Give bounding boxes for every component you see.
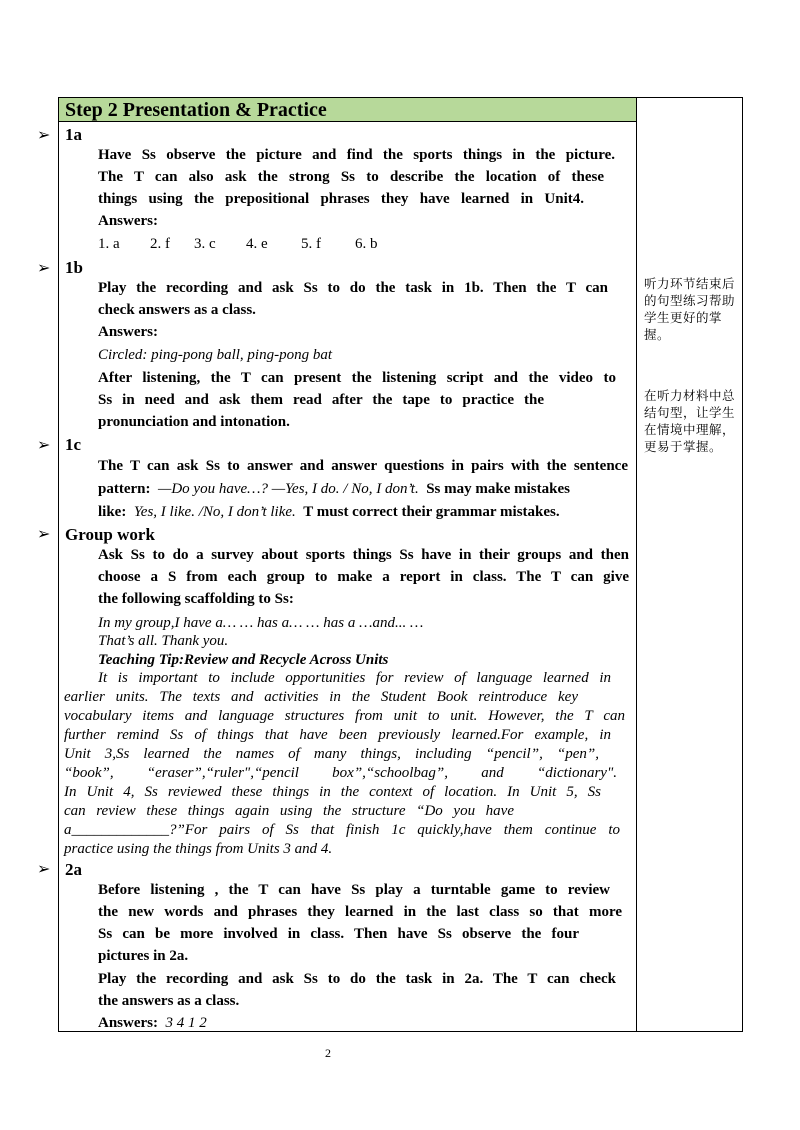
section-1b-after-line: After listening, the T can present the listening script and the video to — [98, 370, 616, 386]
teaching-tip-line: Unit 3,Ss learned the names of many things, including “pencil”, “pen”, — [64, 746, 599, 762]
section-2a-line: Play the recording and ask Ss to do the task in 2a. The T can check — [98, 971, 616, 987]
scaffold-line: That’s all. Thank you. — [98, 633, 229, 649]
answers-value: 3 4 1 2 — [165, 1015, 207, 1031]
bullet-icon: ➢ — [37, 260, 51, 277]
pattern-text: —Do you have…? —Yes, I do. / No, I don’t. — [158, 481, 419, 497]
like-tail: T must correct their grammar mistakes. — [303, 504, 560, 520]
answer-item: 6. b — [355, 236, 378, 252]
section-1b-answers-label: Answers: — [98, 324, 158, 340]
section-1c-like — [98, 504, 560, 521]
group-work-line: choose a S from each group to make a report in class. The T can give — [98, 569, 629, 585]
page-number: 2 — [325, 1046, 331, 1060]
section-2a-line: Before listening , the T can have Ss play a turntable game to review — [98, 882, 610, 898]
side-note: 在听力材料中总结句型，让学生在情境中理解，更易于掌握。 — [644, 388, 736, 454]
section-1b-title: 1b — [65, 258, 83, 277]
teaching-tip-line: can review these things again using the structure “Do you have — [64, 803, 514, 819]
bullet-icon: ➢ — [37, 861, 51, 878]
teaching-tip-line: practice using the things from Units 3 and 4. — [64, 841, 333, 857]
teaching-tip-line: vocabulary items and language structures from unit to unit. However, the T can — [64, 708, 625, 724]
bullet-icon: ➢ — [37, 127, 51, 144]
section-2a-answers — [98, 1015, 207, 1032]
section-2a-line: the answers as a class. — [98, 993, 240, 1009]
section-1c-line: The T can ask Ss to answer and answer questions in pairs with the sentence — [98, 458, 628, 474]
answer-item: 4. e — [246, 236, 268, 252]
answer-item: 5. f — [301, 236, 321, 252]
column-divider — [636, 98, 637, 1031]
pattern-tail: Ss may make mistakes — [426, 481, 570, 497]
step-header: Step 2 Presentation & Practice — [59, 98, 636, 122]
group-work-title: Group work — [65, 525, 155, 544]
section-2a-line: the new words and phrases they learned in the last class so that more — [98, 904, 622, 920]
pattern-label: pattern: — [98, 481, 151, 497]
section-1a-line: Have Ss observe the picture and find the sports things in the picture. — [98, 147, 615, 163]
answers-label: Answers: — [98, 1015, 158, 1031]
section-1b-answer: Circled: ping-pong ball, ping-pong bat — [98, 347, 333, 363]
teaching-tip-line: a_____________?”For pairs of Ss that finish 1c quickly,have them continue to — [64, 822, 620, 838]
section-1b-line: Play the recording and ask Ss to do the task in 1b. Then the T can — [98, 280, 608, 296]
teaching-tip-line: It is important to include opportunities for review of language learned in — [98, 670, 611, 686]
like-text: Yes, I like. /No, I don’t like. — [133, 504, 296, 520]
section-1a-title: 1a — [65, 125, 82, 144]
like-label: like: — [98, 504, 127, 520]
bullet-icon: ➢ — [37, 526, 51, 543]
section-1c-pattern — [98, 481, 570, 498]
answer-item: 2. f — [150, 236, 170, 252]
section-1c-title: 1c — [65, 435, 82, 454]
teaching-tip-line: In Unit 4, Ss reviewed these things in the context of location. In Unit 5, Ss — [64, 784, 601, 800]
section-1b-line: check answers as a class. — [98, 302, 256, 318]
answer-item: 1. a — [98, 236, 120, 252]
side-note: 听力环节结束后的句型练习帮助学生更好的掌握。 — [644, 276, 736, 342]
group-work-line: the following scaffolding to Ss: — [98, 591, 294, 607]
teaching-tip-title: Teaching Tip:Review and Recycle Across Units — [98, 652, 389, 668]
lesson-table — [58, 97, 743, 1032]
section-1b-after-line: Ss in need and ask them read after the tape to practice the — [98, 392, 544, 408]
section-2a-line: pictures in 2a. — [98, 948, 189, 964]
section-1a-line: The T can also ask the strong Ss to describe the location of these — [98, 169, 604, 185]
section-2a-line: Ss can be more involved in class. Then have Ss observe the four — [98, 926, 579, 942]
teaching-tip-line: further remind Ss of things that have been previously learned.For example, in — [64, 727, 611, 743]
bullet-icon: ➢ — [37, 437, 51, 454]
section-2a-title: 2a — [65, 860, 82, 879]
teaching-tip-line: earlier units. The texts and activities in the Student Book reintroduce key — [64, 689, 578, 705]
section-1b-after-line: pronunciation and intonation. — [98, 414, 290, 430]
group-work-line: Ask Ss to do a survey about sports things Ss have in their groups and then — [98, 547, 629, 563]
section-1a-line: things using the prepositional phrases they have learned in Unit4. — [98, 191, 584, 207]
scaffold-line: In my group,I have a… … has a… … has a …and... … — [98, 615, 424, 631]
answer-item: 3. c — [194, 236, 216, 252]
teaching-tip-line: “book”, “eraser”,“ruler",“pencil box”,“schoolbag”, and “dictionary". — [64, 765, 617, 781]
section-1a-answers-label: Answers: — [98, 213, 158, 229]
